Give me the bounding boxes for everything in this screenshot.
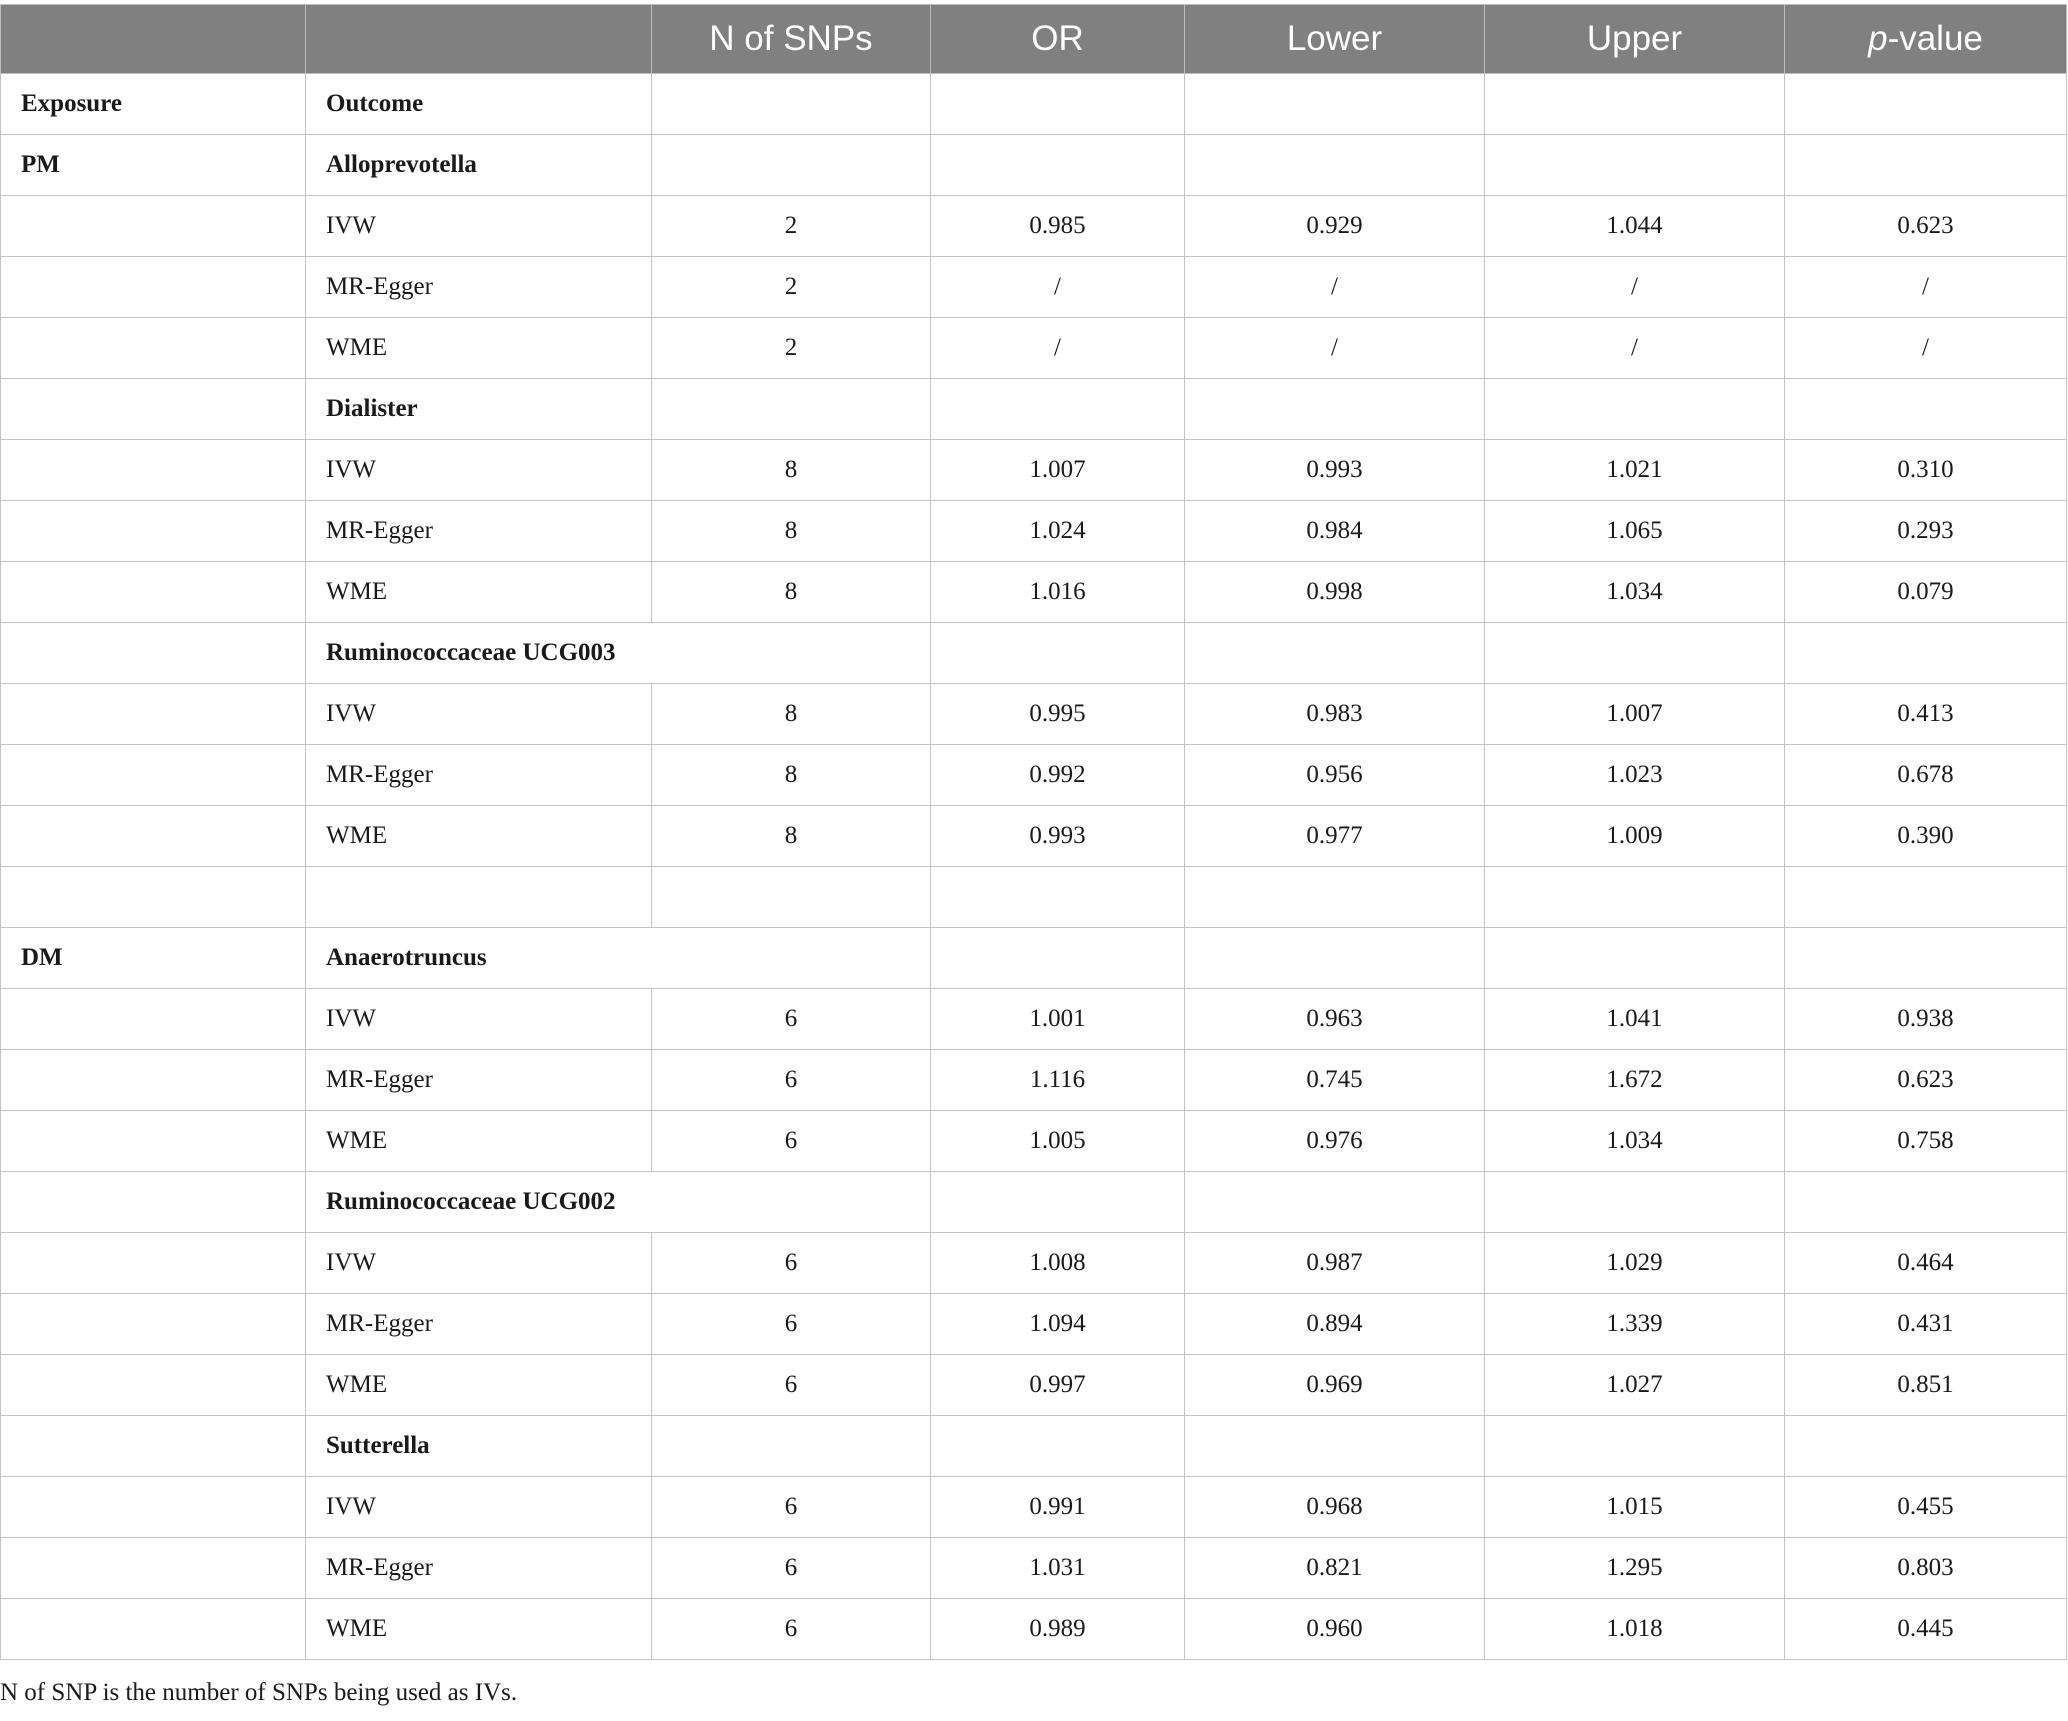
table-row-data <box>1 318 2067 379</box>
table-cell: 0.079 <box>1785 562 2067 623</box>
table-cell: 0.993 <box>931 806 1185 867</box>
empty-cell <box>1485 1172 1785 1233</box>
table-row-groupspan <box>1 1172 2067 1233</box>
table-row-data <box>1 1050 2067 1111</box>
table-cell: 6 <box>652 1355 931 1416</box>
table-cell: 8 <box>652 745 931 806</box>
table-cell: 0.991 <box>931 1477 1185 1538</box>
table-cell: 8 <box>652 440 931 501</box>
empty-cell <box>1785 623 2067 684</box>
table-cell: / <box>931 318 1185 379</box>
empty-cell <box>931 379 1185 440</box>
table-cell <box>1 1294 306 1355</box>
empty-cell <box>1785 1416 2067 1477</box>
empty-cell <box>1785 1172 2067 1233</box>
table-cell: MR-Egger <box>306 1538 652 1599</box>
table-cell: 0.969 <box>1185 1355 1485 1416</box>
table-cell <box>1 623 306 684</box>
table-cell <box>1 1599 306 1660</box>
empty-cell <box>1485 379 1785 440</box>
table-cell: 0.851 <box>1785 1355 2067 1416</box>
table-cell: 1.031 <box>931 1538 1185 1599</box>
table-cell: 2 <box>652 257 931 318</box>
table-cell: 0.678 <box>1785 745 2067 806</box>
table-cell: 0.956 <box>1185 745 1485 806</box>
table-cell: / <box>1785 257 2067 318</box>
table-cell: 1.024 <box>931 501 1185 562</box>
table-cell: 0.984 <box>1185 501 1485 562</box>
table-cell: MR-Egger <box>306 1050 652 1111</box>
table-row-group <box>1 1416 2067 1477</box>
table-row-data <box>1 745 2067 806</box>
table-cell: 1.029 <box>1485 1233 1785 1294</box>
table-cell: 0.989 <box>931 1599 1185 1660</box>
header-cell-exposure <box>1 5 306 74</box>
table-cell <box>1 684 306 745</box>
table-cell: IVW <box>306 196 652 257</box>
table-cell: 0.992 <box>931 745 1185 806</box>
table-cell: 1.015 <box>1485 1477 1785 1538</box>
table-cell: 0.413 <box>1785 684 2067 745</box>
table-cell: 8 <box>652 684 931 745</box>
table-cell: Sutterella <box>306 1416 652 1477</box>
table-cell: 6 <box>652 1477 931 1538</box>
table-row-groupspan <box>1 928 2067 989</box>
table-cell: 0.293 <box>1785 501 2067 562</box>
table-row-group <box>1 379 2067 440</box>
table-cell: 0.390 <box>1785 806 2067 867</box>
table-cell: 1.021 <box>1485 440 1785 501</box>
empty-cell <box>1185 1416 1485 1477</box>
table-cell: 0.821 <box>1185 1538 1485 1599</box>
table-cell <box>1 196 306 257</box>
header-cell-p-value <box>1785 5 2067 74</box>
table-cell <box>1 1416 306 1477</box>
table-cell: 0.997 <box>931 1355 1185 1416</box>
table-footnote: N of SNP is the number of SNPs being used as IVs. <box>0 1679 518 1706</box>
table-row-data <box>1 1538 2067 1599</box>
table-cell: 1.008 <box>931 1233 1185 1294</box>
table-cell: Ruminococcaceae UCG003 <box>306 623 931 684</box>
table-cell <box>1 989 306 1050</box>
table-cell: 6 <box>652 1111 931 1172</box>
empty-cell <box>1185 623 1485 684</box>
table-cell: 0.894 <box>1185 1294 1485 1355</box>
table-row-data <box>1 1355 2067 1416</box>
table-row-data <box>1 989 2067 1050</box>
empty-cell <box>1785 135 2067 196</box>
table-cell: MR-Egger <box>306 745 652 806</box>
table-cell: 0.455 <box>1785 1477 2067 1538</box>
table-cell: WME <box>306 1599 652 1660</box>
table-cell: 8 <box>652 806 931 867</box>
table-row-data <box>1 1477 2067 1538</box>
table-cell: 6 <box>652 1294 931 1355</box>
table-cell: 0.938 <box>1785 989 2067 1050</box>
table-cell: 1.018 <box>1485 1599 1785 1660</box>
table-cell: MR-Egger <box>306 501 652 562</box>
table-cell: 0.464 <box>1785 1233 2067 1294</box>
table-cell: IVW <box>306 440 652 501</box>
table-cell: IVW <box>306 1233 652 1294</box>
p-italic: p <box>1868 19 1888 58</box>
table-cell: 0.960 <box>1185 1599 1485 1660</box>
table-row-label <box>1 74 2067 135</box>
table-cell: 1.094 <box>931 1294 1185 1355</box>
table-cell: 0.758 <box>1785 1111 2067 1172</box>
table-cell: 0.745 <box>1185 1050 1485 1111</box>
table-cell: 2 <box>652 318 931 379</box>
table-cell: 1.016 <box>931 562 1185 623</box>
table-cell: 0.310 <box>1785 440 2067 501</box>
table-cell: 1.034 <box>1485 1111 1785 1172</box>
table-cell: Anaerotruncus <box>306 928 931 989</box>
table-cell: / <box>1185 257 1485 318</box>
header-cell-or: OR <box>931 5 1185 74</box>
table-cell <box>1 257 306 318</box>
empty-cell <box>1185 379 1485 440</box>
table-cell <box>1 1172 306 1233</box>
table-row-blank <box>1 867 2067 928</box>
empty-cell <box>1485 74 1785 135</box>
table-cell <box>1 1050 306 1111</box>
table-cell: WME <box>306 806 652 867</box>
table-cell: Exposure <box>1 74 306 135</box>
table-cell <box>652 867 931 928</box>
table-cell <box>1 1538 306 1599</box>
empty-cell <box>1785 928 2067 989</box>
table-row-data <box>1 1294 2067 1355</box>
table-cell: Outcome <box>306 74 652 135</box>
table-cell: 1.116 <box>931 1050 1185 1111</box>
table-row-data <box>1 257 2067 318</box>
empty-cell <box>1485 135 1785 196</box>
empty-cell <box>1785 74 2067 135</box>
table-cell: DM <box>1 928 306 989</box>
header-cell-n-snps: N of SNPs <box>652 5 931 74</box>
empty-cell <box>1185 1172 1485 1233</box>
header-cell-upper: Upper <box>1485 5 1785 74</box>
table-cell: / <box>1185 318 1485 379</box>
empty-cell <box>1785 379 2067 440</box>
table-row-data <box>1 196 2067 257</box>
table-cell: 1.295 <box>1485 1538 1785 1599</box>
table-cell: / <box>1485 318 1785 379</box>
table-cell: IVW <box>306 989 652 1050</box>
table-cell: / <box>931 257 1185 318</box>
table-cell: 0.993 <box>1185 440 1485 501</box>
table-header <box>1 5 2067 74</box>
table-cell: / <box>1485 257 1785 318</box>
table-cell: MR-Egger <box>306 1294 652 1355</box>
table-cell <box>1485 867 1785 928</box>
table-cell <box>1 867 306 928</box>
table-row-data <box>1 440 2067 501</box>
table-cell: 6 <box>652 1050 931 1111</box>
empty-cell <box>1485 1416 1785 1477</box>
p-rest: -value <box>1887 19 1983 58</box>
table-cell: 6 <box>652 1233 931 1294</box>
table-cell <box>1185 867 1485 928</box>
empty-cell <box>1185 74 1485 135</box>
table-cell <box>1 1477 306 1538</box>
table-row-data <box>1 501 2067 562</box>
table-cell <box>1 1111 306 1172</box>
table-cell: 8 <box>652 501 931 562</box>
empty-cell <box>652 74 931 135</box>
table-cell <box>306 867 652 928</box>
table-cell <box>1 379 306 440</box>
table-row-group <box>1 135 2067 196</box>
table-cell: WME <box>306 1355 652 1416</box>
results-table-container <box>0 4 2066 1660</box>
table-cell <box>1 440 306 501</box>
table-row-data <box>1 684 2067 745</box>
table-row-data <box>1 1111 2067 1172</box>
table-cell: 0.963 <box>1185 989 1485 1050</box>
empty-cell <box>1485 623 1785 684</box>
table-row-groupspan <box>1 623 2067 684</box>
empty-cell <box>931 1416 1185 1477</box>
table-cell: 1.007 <box>931 440 1185 501</box>
table-cell: 0.976 <box>1185 1111 1485 1172</box>
mr-results-table <box>0 4 2067 1660</box>
table-cell: 1.001 <box>931 989 1185 1050</box>
table-cell: 0.803 <box>1785 1538 2067 1599</box>
table-cell: 6 <box>652 989 931 1050</box>
table-cell <box>1 1233 306 1294</box>
table-cell: 0.431 <box>1785 1294 2067 1355</box>
table-cell: 0.968 <box>1185 1477 1485 1538</box>
table-cell: 1.339 <box>1485 1294 1785 1355</box>
table-cell: 6 <box>652 1599 931 1660</box>
empty-cell <box>652 135 931 196</box>
table-cell: 0.445 <box>1785 1599 2067 1660</box>
table-cell <box>1 806 306 867</box>
empty-cell <box>652 1416 931 1477</box>
table-cell: WME <box>306 562 652 623</box>
table-cell: 1.007 <box>1485 684 1785 745</box>
table-cell: 1.672 <box>1485 1050 1785 1111</box>
table-cell: 0.983 <box>1185 684 1485 745</box>
table-cell: 1.044 <box>1485 196 1785 257</box>
table-cell: 1.009 <box>1485 806 1785 867</box>
empty-cell <box>931 135 1185 196</box>
table-cell: 2 <box>652 196 931 257</box>
empty-cell <box>931 623 1185 684</box>
table-cell: 0.987 <box>1185 1233 1485 1294</box>
header-cell-lower: Lower <box>1185 5 1485 74</box>
table-cell: 0.977 <box>1185 806 1485 867</box>
header-row <box>1 5 2067 74</box>
header-cell-outcome <box>306 5 652 74</box>
table-row-data <box>1 1233 2067 1294</box>
table-cell: IVW <box>306 684 652 745</box>
table-cell: / <box>1785 318 2067 379</box>
table-cell: 6 <box>652 1538 931 1599</box>
table-cell: Ruminococcaceae UCG002 <box>306 1172 931 1233</box>
table-cell: 8 <box>652 562 931 623</box>
table-cell <box>1 318 306 379</box>
table-cell: Alloprevotella <box>306 135 652 196</box>
empty-cell <box>931 1172 1185 1233</box>
table-row-data <box>1 806 2067 867</box>
table-cell: 1.027 <box>1485 1355 1785 1416</box>
empty-cell <box>1185 135 1485 196</box>
table-cell: 1.065 <box>1485 501 1785 562</box>
table-cell: 0.623 <box>1785 1050 2067 1111</box>
table-cell: WME <box>306 318 652 379</box>
empty-cell <box>652 379 931 440</box>
empty-cell <box>931 928 1185 989</box>
table-cell <box>1 562 306 623</box>
empty-cell <box>1485 928 1785 989</box>
table-row-data <box>1 1599 2067 1660</box>
table-cell: 0.998 <box>1185 562 1485 623</box>
table-cell: WME <box>306 1111 652 1172</box>
empty-cell <box>931 74 1185 135</box>
table-cell: 0.623 <box>1785 196 2067 257</box>
table-row-data <box>1 562 2067 623</box>
table-cell: 0.929 <box>1185 196 1485 257</box>
table-cell: 1.023 <box>1485 745 1785 806</box>
table-cell <box>1 745 306 806</box>
table-cell: PM <box>1 135 306 196</box>
table-cell: 0.985 <box>931 196 1185 257</box>
table-cell <box>1785 867 2067 928</box>
table-cell <box>931 867 1185 928</box>
table-cell: 1.005 <box>931 1111 1185 1172</box>
table-cell: 1.034 <box>1485 562 1785 623</box>
table-cell: 1.041 <box>1485 989 1785 1050</box>
table-cell: 0.995 <box>931 684 1185 745</box>
empty-cell <box>1185 928 1485 989</box>
table-body <box>1 74 2067 1660</box>
table-cell: Dialister <box>306 379 652 440</box>
table-cell: IVW <box>306 1477 652 1538</box>
table-cell <box>1 501 306 562</box>
table-cell: MR-Egger <box>306 257 652 318</box>
table-cell <box>1 1355 306 1416</box>
